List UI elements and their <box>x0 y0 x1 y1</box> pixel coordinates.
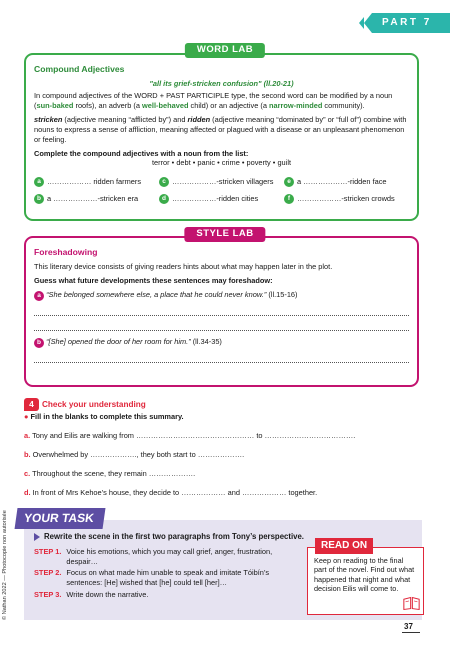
part-tab <box>372 13 450 33</box>
copyright-text: © Nathan 2022 — Photocopie non autorisée <box>2 510 8 620</box>
style-lab-box <box>24 236 419 387</box>
answer-line[interactable] <box>34 316 409 331</box>
answer-line[interactable] <box>34 348 409 363</box>
exercise-item[interactable]: b a ………………-stricken era <box>34 194 159 204</box>
arrow-icon <box>364 13 372 33</box>
task-step: STEP 3. Write down the narrative. <box>34 590 149 600</box>
word-lab-title: WORD LAB <box>185 43 265 58</box>
task-step: STEP 2. Focus on what made him unable to speak and imitate Tóibín’s sentences: [He] wished that [he] could tell [her]… <box>34 568 270 588</box>
exercise-item[interactable]: d ………………-ridden cities <box>159 194 284 204</box>
word-lab-heading: Compound Adjectives <box>34 64 125 74</box>
style-lab-question: Guess what future developments these sentences may foreshadow: <box>34 275 273 285</box>
word-lab-para1: In compound adjectives of the WORD + PAST PARTICIPLE type, the second word can be modified by a noun (sun-baked roofs), an adverb (a well-behaved child) or an adjective (a narrow-minded community). <box>34 90 393 110</box>
word-lab-quote: "all its grief-stricken confusion" (ll.20-21) <box>149 78 294 88</box>
read-on-title: READ ON <box>315 538 373 554</box>
word-list: terror • debt • panic • crime • poverty • guilt <box>151 158 292 168</box>
your-task-title: YOUR TASK <box>15 508 106 529</box>
summary-line[interactable]: b. Overwhelmed by ………………., they both start to ………………. <box>24 449 245 459</box>
arrow-icon <box>359 17 364 29</box>
book-icon <box>403 596 420 611</box>
summary-line[interactable]: c. Throughout the scene, they remain ………………. <box>24 468 196 478</box>
style-lab-intro: This literary device consists of giving readers hints about what may happen later in the plot. <box>34 261 333 271</box>
page-divider <box>402 632 420 633</box>
section-title: Check your understanding <box>42 399 146 409</box>
exercise-item[interactable]: c ………………-stricken villagers <box>159 177 284 187</box>
check-understanding-section <box>24 398 419 498</box>
word-lab-para2: stricken (adjective meaning “afflicted by”) and ridden (adjective meaning “dominated by” or “full of”) combine with nouns to express a sense of affliction, meaning affected or plagued with a disease or an unpleasant phenomenon or feeling. <box>34 114 407 144</box>
word-lab-instruction: Complete the compound adjectives with a noun from the list: <box>34 148 249 158</box>
exercise-item[interactable]: f ………………-stricken crowds <box>284 194 409 204</box>
style-lab-title: STYLE LAB <box>184 227 265 242</box>
part-label: PART 7 <box>382 17 432 29</box>
word-lab-box <box>24 53 419 221</box>
task-step: STEP 1. Voice his emotions, which you may call grief, anger, frustration, despair… <box>34 546 273 566</box>
style-item-b: b “[She] opened the door of her room for him.” (ll.34-35) <box>34 337 409 348</box>
answer-line[interactable] <box>34 301 409 316</box>
section-instruction: ● Fill in the blanks to complete this summary. <box>24 412 184 421</box>
play-icon <box>34 533 40 541</box>
exercise-item[interactable]: e a ………………-ridden face <box>284 177 409 187</box>
exercise-grid <box>34 177 409 204</box>
task-prompt: Rewrite the scene in the first two paragraphs from Tony’s perspective. <box>34 532 414 543</box>
read-on-box <box>307 547 424 615</box>
exercise-item[interactable]: a ……………… ridden farmers <box>34 177 159 187</box>
read-on-text: Keep on reading to the final part of the novel. Find out what happened that night and what decision Eilis will come to. <box>314 556 415 594</box>
style-item-a: a “She belonged somewhere else, a place that he could never know.” (ll.15-16) <box>34 290 409 301</box>
style-lab-heading: Foreshadowing <box>34 247 98 257</box>
summary-line[interactable]: d. In front of Mrs Kehoe’s house, they decide to ……………… and ……………… together. <box>24 487 318 497</box>
summary-line[interactable]: a. Tony and Eilis are walking from ………………………………………… to ………………………………. <box>24 430 356 440</box>
section-number: 4 <box>24 398 39 411</box>
page-number: 37 <box>404 622 413 631</box>
